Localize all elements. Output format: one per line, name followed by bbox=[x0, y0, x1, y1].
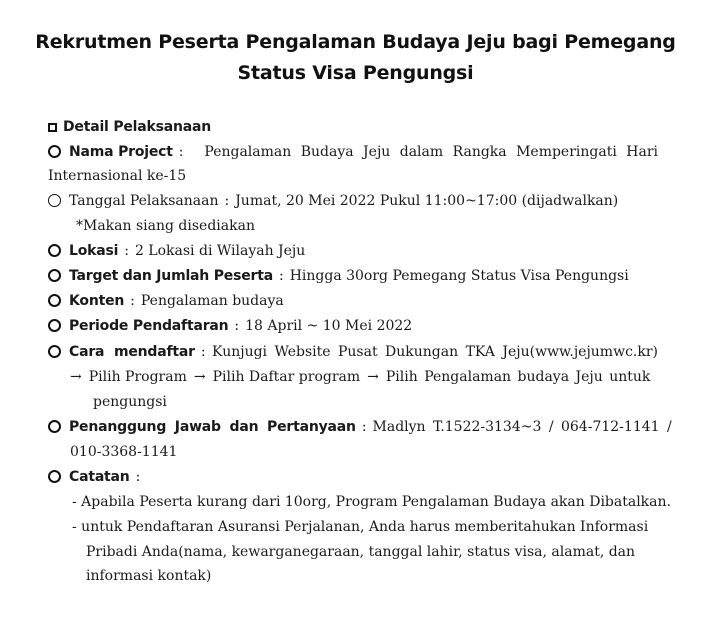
colon: : bbox=[361, 419, 367, 435]
tanggal-note: *Makan siang disediakan bbox=[76, 218, 255, 234]
colon: : bbox=[130, 293, 135, 309]
cara-label: Cara mendaftar bbox=[69, 344, 195, 360]
circle-bullet-icon bbox=[48, 319, 61, 332]
page-title-line1: Rekrutmen Peserta Pengalaman Budaya Jeju bagi Pemegang bbox=[35, 31, 676, 53]
circle-bullet-icon bbox=[48, 420, 61, 433]
target-value: Hingga 30org Pemegang Status Visa Pengungsi bbox=[289, 268, 629, 284]
cara-step3-cont: pengungsi bbox=[93, 394, 167, 410]
arrow-right-icon: → bbox=[367, 369, 379, 385]
nama-project-row bbox=[48, 142, 658, 162]
catatan-note2-line3: informasi kontak) bbox=[86, 568, 212, 584]
catatan-note1: - Apabila Peserta kurang dari 10org, Program Pengalaman Budaya akan Dibatalkan. bbox=[72, 494, 671, 510]
arrow-right-icon: → bbox=[70, 369, 82, 385]
section-header bbox=[48, 117, 211, 137]
colon: : bbox=[178, 144, 184, 160]
konten-row bbox=[48, 291, 284, 311]
lokasi-label: Lokasi bbox=[69, 243, 119, 259]
penanggung-value-line1: Madlyn T.1522-3134~3 / 064-712-1141 / bbox=[372, 419, 672, 435]
cara-steps bbox=[70, 367, 650, 387]
tanggal-row bbox=[48, 191, 618, 211]
cara-step2: Pilih Daftar program bbox=[212, 369, 361, 385]
periode-label: Periode Pendaftaran bbox=[69, 318, 229, 334]
nama-project-value-line1: Pengalaman Budaya Jeju dalam Rangka Memperingati Hari bbox=[204, 144, 658, 160]
colon: : bbox=[124, 243, 129, 259]
penanggung-row bbox=[48, 417, 672, 437]
colon: : bbox=[224, 193, 230, 209]
periode-row bbox=[48, 316, 412, 336]
cara-row bbox=[48, 342, 658, 362]
penanggung-label: Penanggung Jawab dan Pertanyaan bbox=[69, 419, 356, 435]
colon: : bbox=[200, 344, 206, 360]
catatan-row bbox=[48, 467, 146, 487]
section-header-label: Detail Pelaksanaan bbox=[63, 119, 212, 135]
periode-value: 18 April ~ 10 Mei 2022 bbox=[245, 318, 413, 334]
konten-value: Pengalaman budaya bbox=[140, 293, 284, 309]
target-label: Target dan Jumlah Peserta bbox=[69, 268, 273, 284]
penanggung-value-line2: 010-3368-1141 bbox=[70, 444, 178, 460]
circle-bullet-icon bbox=[48, 269, 61, 282]
page-title-line2: Status Visa Pengungsi bbox=[237, 62, 474, 84]
nama-project-label: Nama Project bbox=[69, 144, 173, 160]
checkbox-square-icon bbox=[48, 123, 57, 132]
circle-bullet-icon bbox=[48, 194, 61, 207]
tanggal-label: Tanggal Pelaksanaan bbox=[69, 193, 219, 209]
circle-bullet-icon bbox=[48, 244, 61, 257]
colon: : bbox=[135, 469, 141, 485]
catatan-label: Catatan bbox=[69, 469, 130, 485]
cara-step1: Pilih Program bbox=[88, 369, 187, 385]
lokasi-row bbox=[48, 241, 305, 261]
colon: : bbox=[234, 318, 240, 334]
tanggal-value: Jumat, 20 Mei 2022 Pukul 11:00~17:00 (dijadwalkan) bbox=[235, 193, 619, 209]
target-row bbox=[48, 266, 629, 286]
circle-bullet-icon bbox=[48, 470, 61, 483]
colon: : bbox=[278, 268, 284, 284]
circle-bullet-icon bbox=[48, 145, 61, 158]
cara-step3: Pilih Pengalaman budaya Jeju untuk bbox=[385, 369, 651, 385]
nama-project-value-line2: Internasional ke-15 bbox=[48, 168, 187, 184]
catatan-note2-line2: Pribadi Anda(nama, kewarganegaraan, tanggal lahir, status visa, alamat, dan bbox=[86, 544, 636, 560]
circle-bullet-icon bbox=[48, 345, 61, 358]
lokasi-value: 2 Lokasi di Wilayah Jeju bbox=[134, 243, 306, 259]
circle-bullet-icon bbox=[48, 294, 61, 307]
catatan-note2-line1: - untuk Pendaftaran Asuransi Perjalanan, Anda harus memberitahukan Informasi bbox=[72, 519, 649, 535]
arrow-right-icon: → bbox=[193, 369, 206, 385]
cara-value-line1: Kunjugi Website Pusat Dukungan TKA Jeju(www.jejumwc.kr) bbox=[212, 344, 658, 360]
konten-label: Konten bbox=[69, 293, 125, 309]
